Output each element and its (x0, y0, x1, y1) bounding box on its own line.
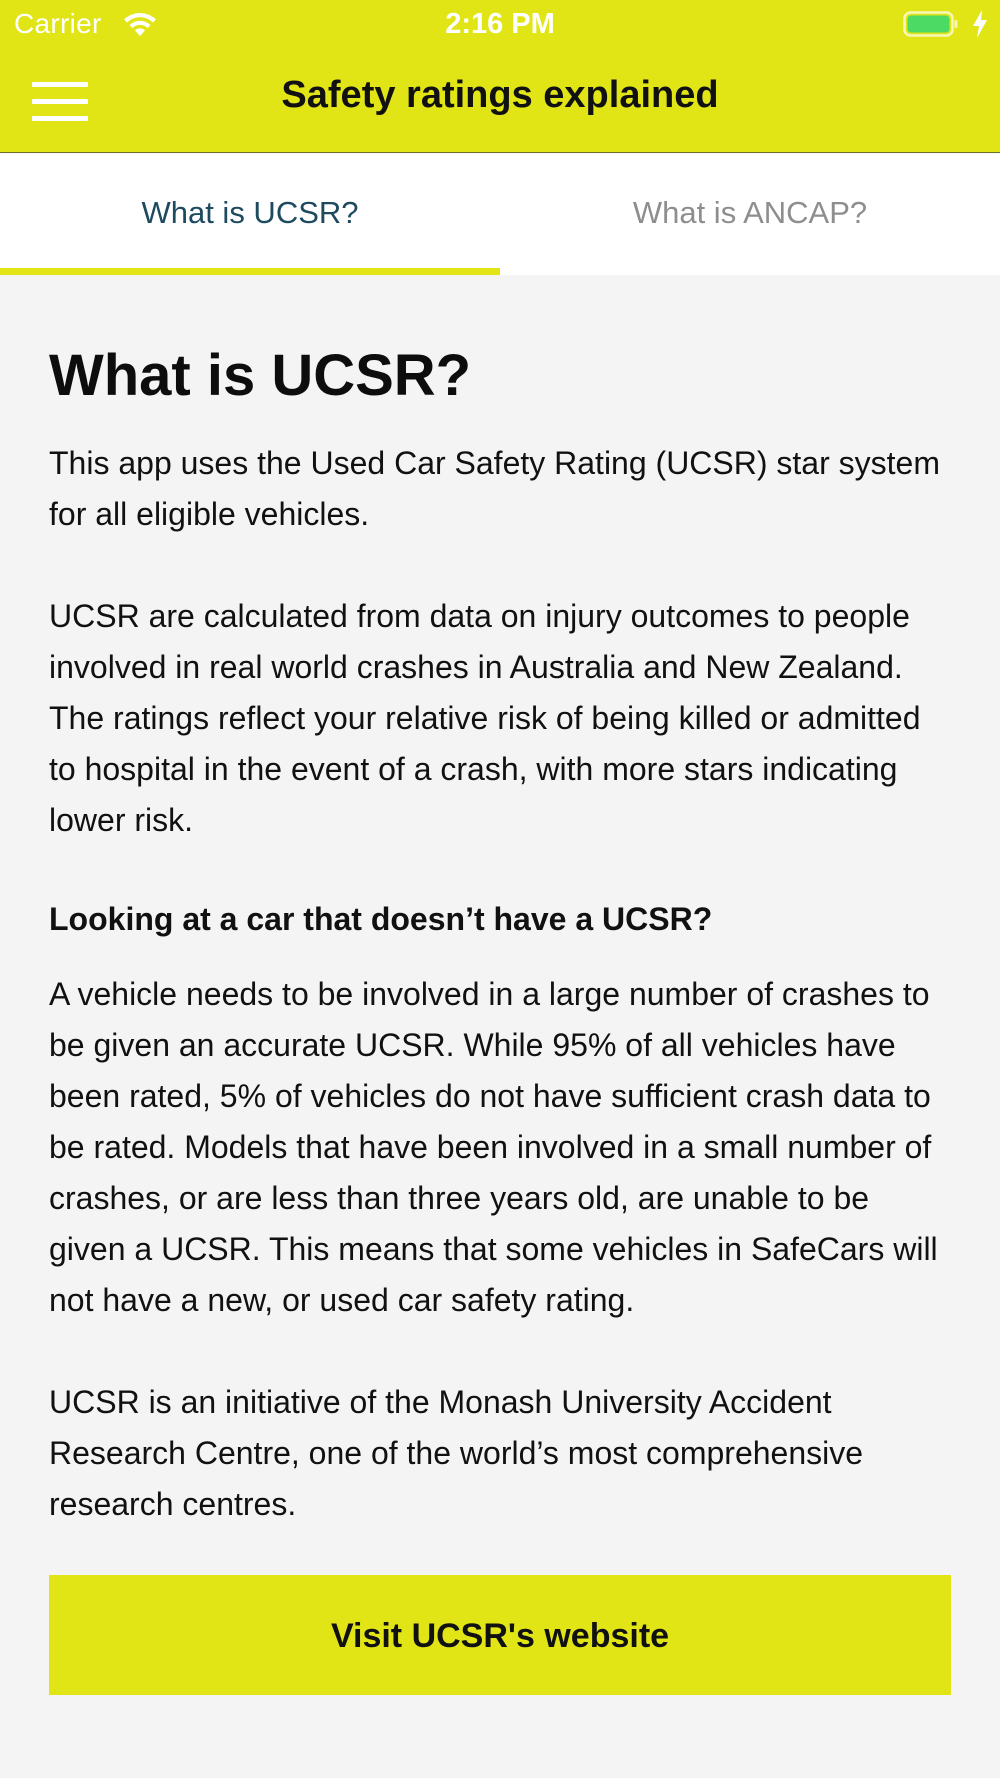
content-heading: What is UCSR? (49, 343, 472, 408)
section-subheading: Looking at a car that doesn’t have a UCSR? (49, 901, 713, 937)
top-bar (0, 0, 1000, 153)
status-time: 2:16 PM (445, 8, 555, 40)
page-title: Safety ratings explained (281, 74, 719, 116)
tab-bar (0, 154, 1000, 275)
calculation-paragraph: UCSR are calculated from data on injury outcomes to people involved in real world crashes in Australia and New Zealand. The ratings reflect your relative risk of being killed or admitted to hospital in the event of a crash, with more stars indicating lower risk. (49, 598, 921, 838)
charging-bolt-icon (972, 10, 988, 38)
visit-website-button[interactable]: Visit UCSR's website (49, 1575, 951, 1695)
intro-paragraph: This app uses the Used Car Safety Rating (UCSR) star system for all eligible vehicles. (49, 445, 940, 532)
eligibility-paragraph: A vehicle needs to be involved in a large number of crashes to be given an accurate UCSR. While 95% of all vehicles have been rated, 5% of vehicles do not have sufficient crash data to be rated. Models that have been involved in a small number of crashes, or are less than three years old, are unable to be given a UCSR. This means that some vehicles in SafeCars will not have a new, or used car safety rating. (49, 976, 938, 1318)
tab-what-is-ucsr[interactable]: What is UCSR? (141, 195, 359, 230)
battery-icon (903, 11, 959, 37)
initiative-paragraph: UCSR is an initiative of the Monash University Accident Research Centre, one of the world’s most comprehensive research centres. (49, 1384, 864, 1522)
carrier-label: Carrier (14, 8, 102, 39)
content-area (49, 340, 949, 1530)
status-bar (0, 0, 1000, 50)
active-tab-indicator (0, 268, 500, 275)
tab-what-is-ancap[interactable]: What is ANCAP? (632, 195, 868, 230)
